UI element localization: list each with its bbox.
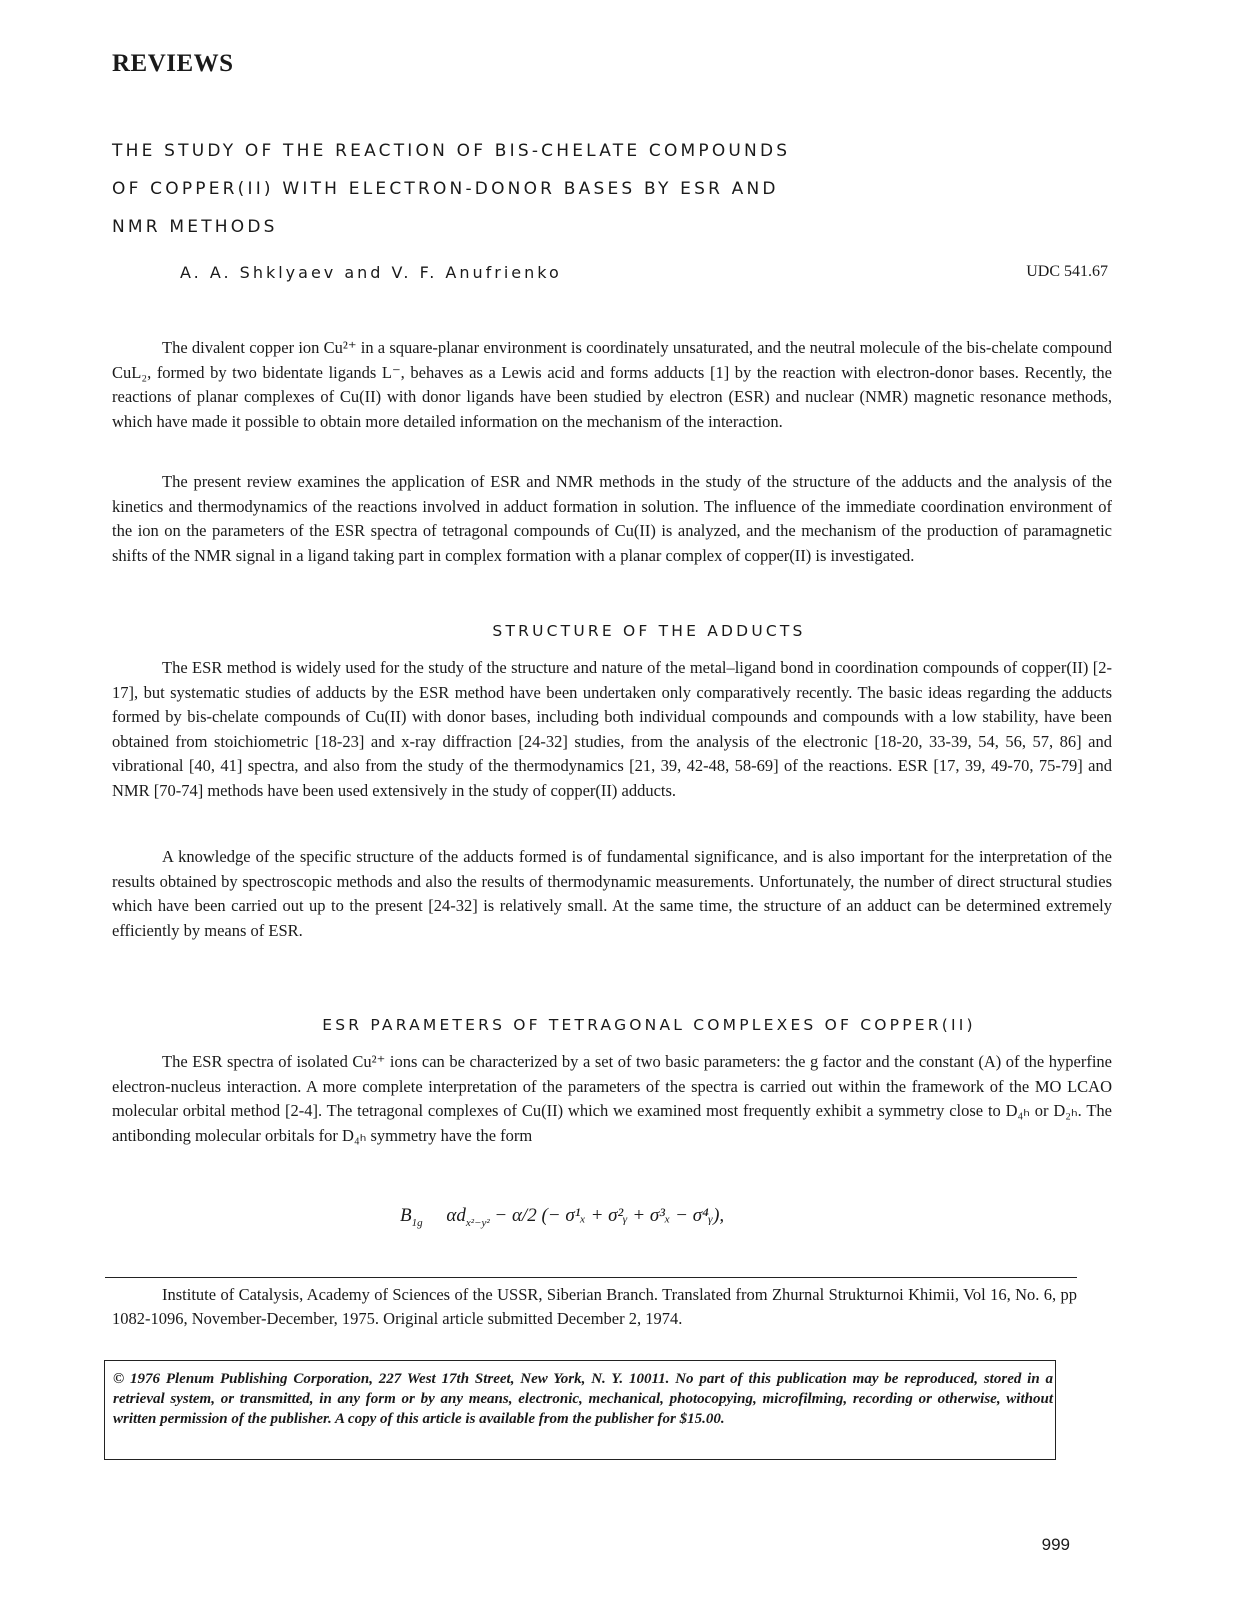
formula-fraction: − α/2 xyxy=(494,1205,537,1226)
page-number: 999 xyxy=(1041,1535,1070,1554)
formula-orbital-subscript: x²−y² xyxy=(465,1216,490,1229)
article-title xyxy=(112,132,1012,246)
affiliation-footnote xyxy=(112,1283,1077,1331)
copyright-text: © 1976 Plenum Publishing Corporation, 227 West 17th Street, New York, N. Y. 10011. No part of this publication may be reproduced, stored in a retrieval system, or transmitted, in any form or by any means, electronic, mechanical, photocopying, microfilming, recording or otherwise, without written permission of the publisher. A copy of this article is available from the publisher for $15.00. xyxy=(113,1371,1053,1427)
formula-orbital: d xyxy=(456,1205,466,1226)
section-heading: ESR PARAMETERS OF TETRAGONAL COMPLEXES OF COPPER(II) xyxy=(322,1016,976,1034)
authors: A. A. Shklyaev and V. F. Anufrienko xyxy=(180,263,562,282)
affiliation-text: Institute of Catalysis, Academy of Sciences of the USSR, Siberian Branch. Translated from Zhurnal Strukturnoi Khimii, Vol 16, No. 6, pp 1082-1096, November-December, 1975. Original article submitted December 2, 1974. xyxy=(112,1285,1077,1328)
paragraph-text: The present review examines the application of ESR and NMR methods in the study of the structure of the adducts and the analysis of the kinetics and thermodynamics of the reactions involved in adduct formation in solution. The influence of the immediate coordination environment of the ion on the parameters of the ESR spectra of tetragonal compounds of Cu(II) is analyzed, and the mechanism of the production of paramagnetic shifts of the NMR signal in a ligand taking part in complex formation with a planar complex of copper(II) is investigated. xyxy=(112,472,1112,565)
paragraph-esr-parameters xyxy=(112,1050,1112,1148)
paragraph-esr-method xyxy=(112,656,1112,804)
formula-label-subscript: 1g xyxy=(411,1216,423,1229)
paragraph-text: A knowledge of the specific structure of the adducts formed is of fundamental significance, and is also important for the interpretation of the results obtained by spectroscopic methods and also the results of thermodynamic measurements. Unfortunately, the number of direct structural studies which have been carried out up to the present [24-32] is relatively small. At the same time, the structure of an adduct can be determined extremely efficiently by means of ESR. xyxy=(112,847,1112,940)
formula-bracket: (− σ¹ₓ + σ²ᵧ + σ³ₓ − σ⁴ᵧ), xyxy=(541,1205,725,1226)
paragraph-review-scope xyxy=(112,470,1112,568)
udc-code: UDC 541.67 xyxy=(1026,263,1108,280)
title-line: OF COPPER(II) WITH ELECTRON-DONOR BASES BY ESR AND xyxy=(112,179,779,199)
title-line: NMR METHODS xyxy=(112,217,278,237)
paragraph-intro xyxy=(112,336,1112,434)
copyright-box xyxy=(104,1360,1056,1460)
section-heading: STRUCTURE OF THE ADDUCTS xyxy=(492,622,806,640)
section-label: REVIEWS xyxy=(112,50,234,77)
footnote-divider xyxy=(105,1277,1077,1278)
title-line: THE STUDY OF THE REACTION OF BIS-CHELATE COMPOUNDS xyxy=(112,141,791,161)
formula-coefficient: α xyxy=(446,1205,457,1226)
paragraph-text: The ESR spectra of isolated Cu²⁺ ions can be characterized by a set of two basic parameters: the g factor and the constant (A) of the hyperfine electron-nucleus interaction. A more complete interpretation of the parameters of the spectra is carried out within the framework of the MO LCAO molecular orbital method [2-4]. The tetragonal complexes of Cu(II) which we examined most frequently exhibit a symmetry close to D₄ₕ or D₂ₕ. The antibonding molecular orbitals for D₄ₕ symmetry have the form xyxy=(112,1052,1112,1145)
paragraph-text: The ESR method is widely used for the study of the structure and nature of the metal–ligand bond in coordination compounds of copper(II) [2-17], but systematic studies of adducts by the ESR method have been undertaken only comparatively recently. The basic ideas regarding the adducts formed by bis-chelate compounds of Cu(II) with donor bases, including both individual compounds and compounds with a low stability, have been obtained from stoichiometric [18-23] and x-ray diffraction [24-32] studies, from the analysis of the electronic [18-20, 33-39, 54, 56, 57, 86] and vibrational [40, 41] spectra, and also from the study of the thermodynamics [21, 39, 42-48, 58-69] of the reactions. ESR [17, 39, 49-70, 75-79] and NMR [70-74] methods have been used extensively in the study of copper(II) adducts. xyxy=(112,658,1112,800)
formula-label: B xyxy=(400,1205,412,1226)
paragraph-text: The divalent copper ion Cu²⁺ in a square-planar environment is coordinately unsaturated, and the neutral molecule of the bis-chelate compound CuL₂, formed by two bidentate ligands L⁻, behaves as a Lewis acid and forms adducts [1] by the reaction with electron-donor bases. Recently, the reactions of planar complexes of Cu(II) with donor ligands have been studied by electron (ESR) and nuclear (NMR) magnetic resonance methods, which have made it possible to obtain more detailed information on the mechanism of the interaction. xyxy=(112,338,1112,431)
orbital-formula xyxy=(400,1205,724,1229)
paragraph-structure-knowledge xyxy=(112,845,1112,943)
